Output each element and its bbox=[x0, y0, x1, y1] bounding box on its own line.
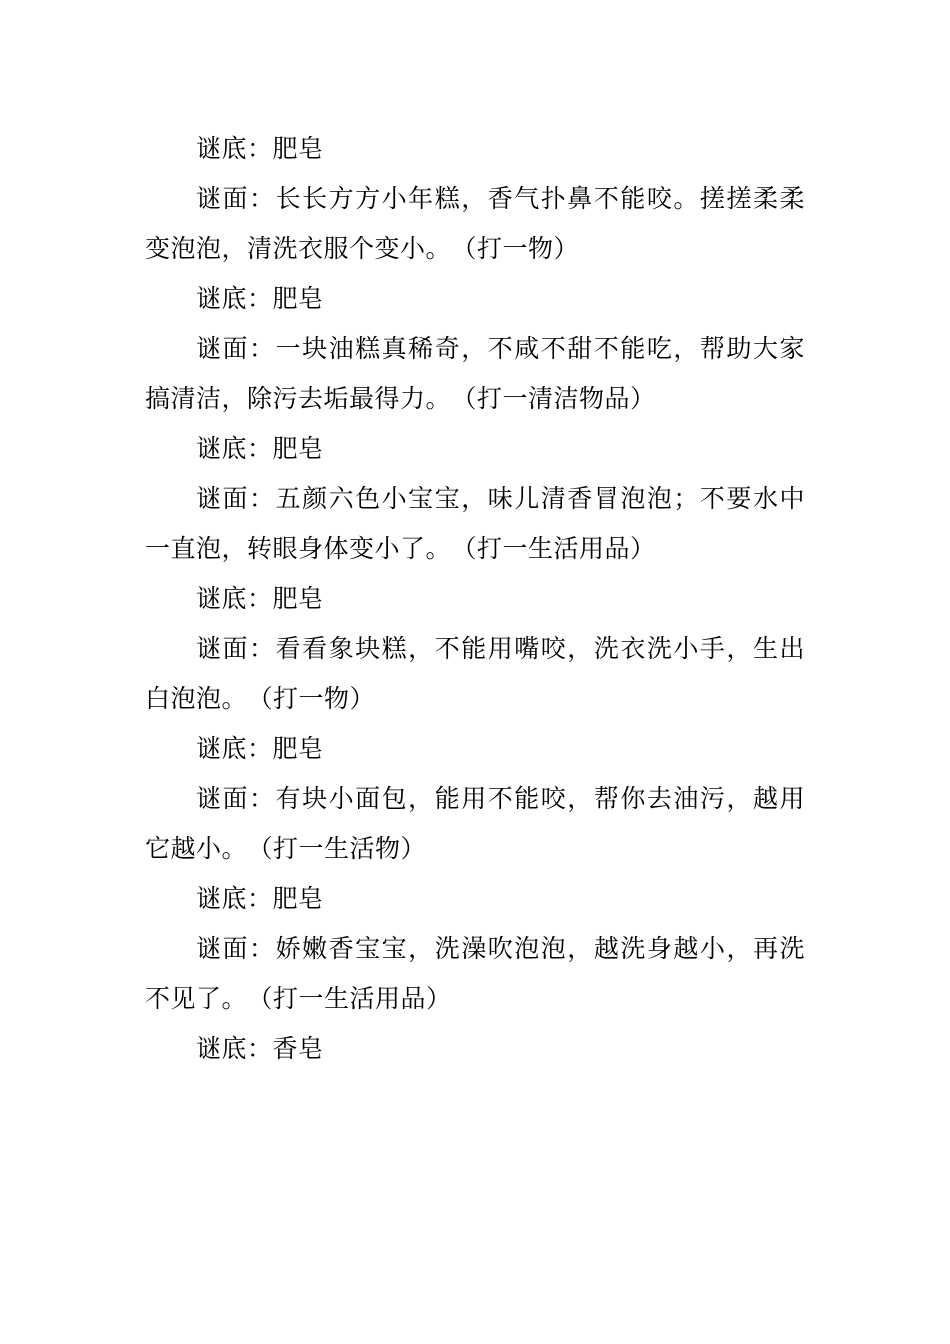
riddle-answer: 谜底：香皂 bbox=[196, 1034, 324, 1063]
riddle-answer: 谜底：肥皂 bbox=[196, 434, 324, 463]
riddle-question: 谜面：有块小面包，能用不能咬，帮你去油污，越用它越小。 （打一生活物） bbox=[145, 784, 805, 863]
riddle-answer: 谜底：肥皂 bbox=[196, 884, 324, 913]
riddle-answer: 谜底：肥皂 bbox=[196, 584, 324, 613]
riddle-question: 谜面：看看象块糕，不能用嘴咬，洗衣洗小手，生出白泡泡。 （打一物） bbox=[145, 634, 805, 713]
riddle-answer: 谜底：肥皂 bbox=[196, 284, 324, 313]
riddle-question: 谜面：五颜六色小宝宝，味儿清香冒泡泡；不要水中一直泡，转眼身体变小了。 （打一生活用品） bbox=[145, 484, 805, 563]
riddle-question: 谜面：娇嫩香宝宝，洗澡吹泡泡，越洗身越小，再洗不见了。 （打一生活用品） bbox=[145, 934, 805, 1013]
riddle-answer: 谜底：肥皂 bbox=[196, 734, 324, 763]
riddle-question: 谜面：长长方方小年糕，香气扑鼻不能咬。搓搓柔柔变泡泡，清洗衣服个变小。 （打一物） bbox=[145, 184, 805, 263]
riddle-question: 谜面：一块油糕真稀奇，不咸不甜不能吃，帮助大家搞清洁，除污去垢最得力。 （打一清洁物品） bbox=[145, 334, 805, 413]
riddle-answer: 谜底：肥皂 bbox=[196, 134, 324, 163]
